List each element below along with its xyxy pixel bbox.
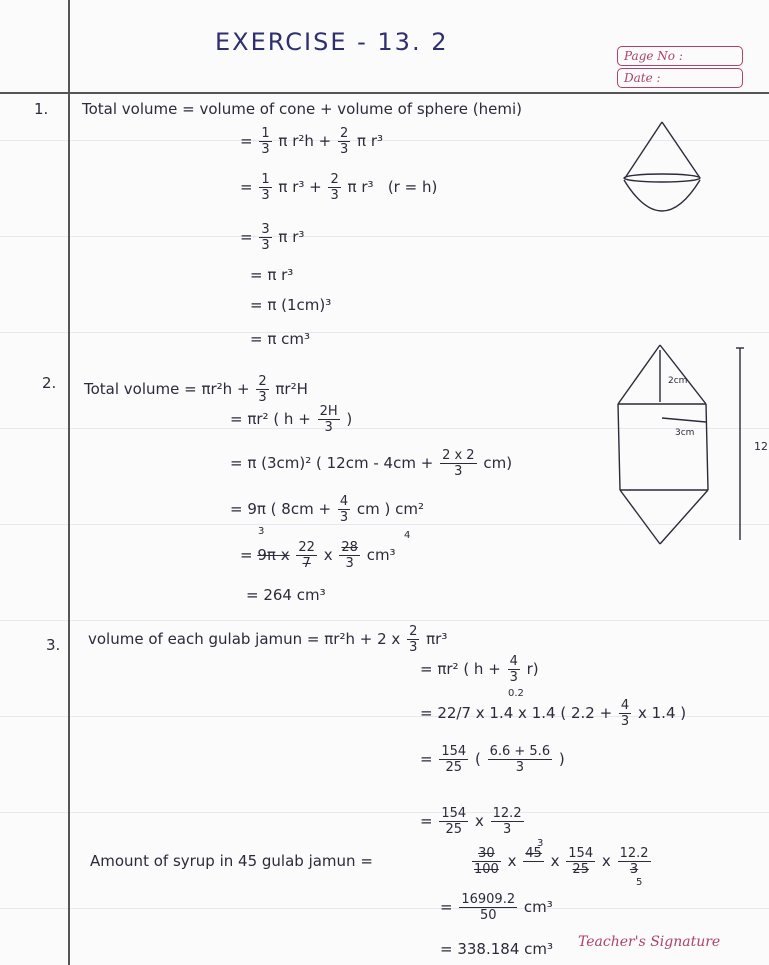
fraction: $\frac{154}{25}$ <box>568 846 594 877</box>
fraction: $\frac{12.2}{3}$ <box>619 846 649 877</box>
q3-number: 3. <box>46 636 61 654</box>
q2-number: 2. <box>42 374 57 392</box>
q3-step: = $\frac{16909.2}{50}$ cm³ <box>440 892 553 923</box>
q2-step: = πr² ( h + $\frac{2H}{3}$ ) <box>230 404 353 435</box>
fraction: $\frac{4}{3}$ <box>620 698 630 729</box>
cancel-mark: 4 <box>404 530 411 541</box>
q3-syrup-line: Amount of syrup in 45 gulab jamun = <box>90 852 373 870</box>
q3-line: volume of each gulab jamun = πr²h + 2 x $\frac{2}{3}$ πr³ <box>88 624 448 655</box>
page-no-field: Page No : <box>617 46 743 66</box>
q2-step: = 264 cm³ <box>246 586 326 604</box>
fraction: $\frac{4}{3}$ <box>509 654 518 685</box>
total-height-label: 12 <box>754 440 768 453</box>
cone-cylinder-cone-figure <box>610 340 760 550</box>
q2-step: = 9π ( 8cm + $\frac{4}{3}$ cm ) cm² <box>230 494 425 525</box>
q3-step: = πr² ( h + $\frac{4}{3}$ r) <box>420 654 539 685</box>
fraction: $\frac{2}{3}$ <box>330 172 339 203</box>
fraction: $\frac{12.2}{3}$ <box>492 806 522 837</box>
page-date-box <box>617 46 743 90</box>
teacher-signature-label: Teacher's Signature <box>578 934 721 950</box>
q1-number: 1. <box>34 100 49 118</box>
fraction: $\frac{28}{3}$ <box>341 540 358 571</box>
correction-mark: 0.2 <box>508 688 524 699</box>
margin-line <box>68 0 70 965</box>
cancel-mark: 3 <box>537 838 544 849</box>
cone-hemisphere-figure <box>620 120 730 220</box>
header-rule <box>0 92 769 94</box>
q1-step: = π (1cm)³ <box>250 296 332 314</box>
fraction: $\frac{1}{3}$ <box>261 172 270 203</box>
q1-step: = π cm³ <box>250 330 311 348</box>
q2-step: = π (3cm)² ( 12cm - 4cm + $\frac{2 x 2}{3}$ cm) <box>230 448 513 479</box>
radius-label: 3cm <box>675 428 695 438</box>
q1-step: = π r³ <box>250 266 294 284</box>
ruled-line <box>0 332 769 333</box>
fraction: $\frac{4}{3}$ <box>339 494 349 525</box>
q3-step: = $\frac{154}{25}$ x $\frac{12.2}{3}$ <box>420 806 522 837</box>
q1-step: = $\frac{1}{3}$ π r²h + $\frac{2}{3}$ π r³ <box>240 126 384 157</box>
fraction: $\frac{2}{3}$ <box>339 126 349 157</box>
q3-final-answer: = 338.184 cm³ <box>440 940 554 958</box>
q2-line: Total volume = πr²h + $\frac{2}{3}$ πr²H <box>84 374 308 405</box>
fraction: $\frac{154}{25}$ <box>441 806 467 837</box>
cone-height-label: 2cm <box>668 376 688 386</box>
date-field: Date : <box>617 68 743 88</box>
exercise-title: EXERCISE - 13. 2 <box>215 28 449 56</box>
fraction: $\frac{3}{3}$ <box>261 222 270 253</box>
ruled-line <box>0 620 769 621</box>
fraction: $\frac{22}{7}$ <box>298 540 315 571</box>
fraction: $\frac{2}{3}$ <box>258 374 267 405</box>
fraction: $\frac{2}{3}$ <box>409 624 418 655</box>
q2-step: = 9π x $\frac{22}{7}$ x $\frac{28}{3}$ cm³ <box>240 540 396 571</box>
q1-step: = $\frac{1}{3}$ π r³ + $\frac{2}{3}$ π r³ (r = h) <box>240 172 438 203</box>
cancel-mark: 5 <box>636 877 643 888</box>
ruled-line <box>0 236 769 237</box>
q3-step: = $\frac{154}{25}$ ( $\frac{6.6 + 5.6}{3}$ ) <box>420 744 565 775</box>
fraction: $\frac{30}{100}$ <box>474 846 499 877</box>
ruled-line <box>0 908 769 909</box>
fraction: $\frac{16909.2}{50}$ <box>461 892 516 923</box>
q3-step: = 22/7 x 1.4 x 1.4 ( 2.2 + $\frac{4}{3}$ x 1.4 ) <box>420 698 687 729</box>
fraction: $\frac{1}{3}$ <box>261 126 270 157</box>
cancel-mark: 3 <box>258 526 265 537</box>
q3-step: $\frac{30}{100}$ x 45 x $\frac{154}{25}$ x $\frac{12.2}{3}$ <box>474 846 649 877</box>
ruled-line <box>0 812 769 813</box>
fraction: 45 <box>525 846 542 861</box>
fraction: $\frac{6.6 + 5.6}{3}$ <box>489 744 551 775</box>
q1-line: Total volume = volume of cone + volume of sphere (hemi) <box>82 100 522 118</box>
q1-step: = $\frac{3}{3}$ π r³ <box>240 222 305 253</box>
fraction: $\frac{154}{25}$ <box>441 744 467 775</box>
fraction: $\frac{2H}{3}$ <box>319 404 338 435</box>
fraction: $\frac{2 x 2}{3}$ <box>442 448 475 479</box>
